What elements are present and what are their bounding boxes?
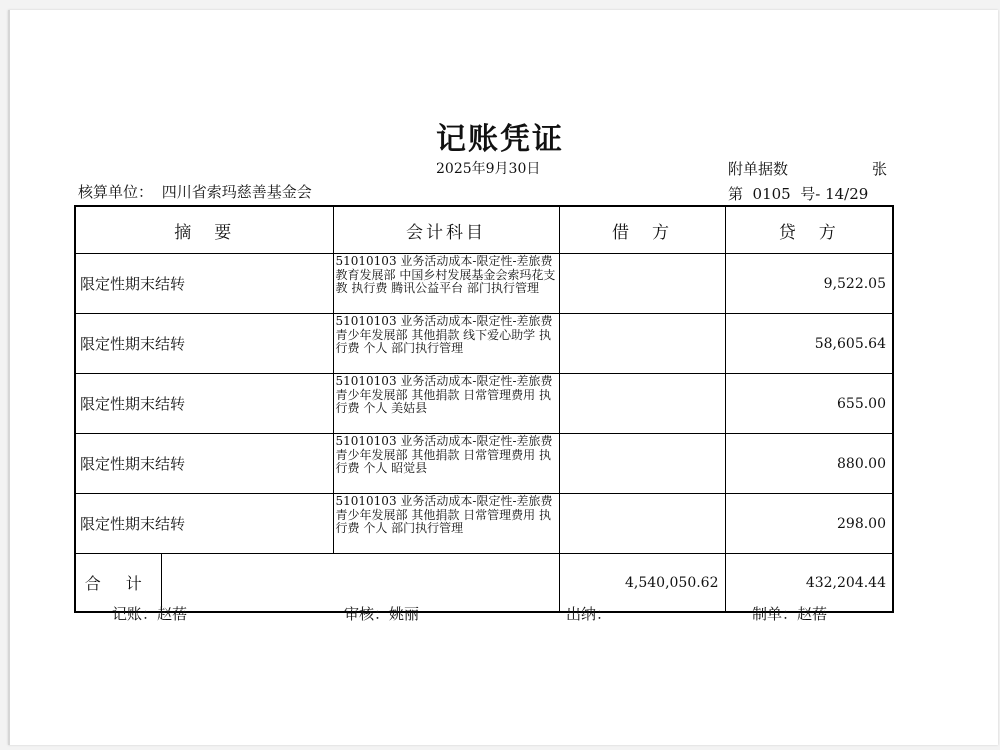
header-credit: 贷 方 (725, 206, 893, 254)
total-credit: 432,204.44 (725, 554, 893, 613)
row-credit: 9,522.05 (725, 254, 893, 314)
row-debit (559, 434, 725, 494)
row-summary: 限定性期末结转 (75, 494, 333, 554)
voucher-table (74, 205, 894, 613)
table-row (75, 314, 893, 374)
row-credit: 298.00 (725, 494, 893, 554)
accounting-unit-name: 四川省索玛慈善基金会 (161, 183, 312, 201)
table-row (75, 254, 893, 314)
accounting-unit-label: 核算单位： (78, 183, 154, 201)
row-account: 51010103 业务活动成本-限定性-差旅费 青少年发展部 其他捐款 日常管理费用 执行费 个人 美姑县 (333, 374, 559, 434)
row-account: 51010103 业务活动成本-限定性-差旅费 青少年发展部 其他捐款 日常管理费用 执行费 个人 昭觉县 (333, 434, 559, 494)
footer-reviewer: 审核：姚丽 (344, 605, 420, 623)
row-credit: 880.00 (725, 434, 893, 494)
row-summary: 限定性期末结转 (75, 434, 333, 494)
table-header-row (75, 206, 893, 254)
table-row (75, 374, 893, 434)
voucher-number: 第 0105 号- 14/29 (728, 185, 869, 203)
row-debit (559, 494, 725, 554)
row-summary: 限定性期末结转 (75, 374, 333, 434)
row-credit: 58,605.64 (725, 314, 893, 374)
footer-cashier: 出纳： (566, 605, 612, 623)
header-summary: 摘 要 (75, 206, 333, 254)
accounting-unit (78, 181, 312, 202)
row-account: 51010103 业务活动成本-限定性-差旅费 教育发展部 中国乡村发展基金会索玛花支教 执行费 腾讯公益平台 部门执行管理 (333, 254, 559, 314)
total-debit: 4,540,050.62 (559, 554, 725, 613)
row-debit (559, 254, 725, 314)
attachments-unit: 张 (872, 160, 888, 178)
row-account: 51010103 业务活动成本-限定性-差旅费 青少年发展部 其他捐款 日常管理费用 执行费 个人 部门执行管理 (333, 494, 559, 554)
header-account: 会计科目 (333, 206, 559, 254)
row-credit: 655.00 (725, 374, 893, 434)
total-label: 合 计 (75, 554, 161, 613)
footer-bookkeeper: 记账：赵蓓 (112, 605, 188, 623)
attachments-label: 附单据数 (728, 160, 789, 178)
voucher-date: 2025年9月30日 (436, 161, 541, 177)
row-debit (559, 314, 725, 374)
row-summary: 限定性期末结转 (75, 314, 333, 374)
row-account: 51010103 业务活动成本-限定性-差旅费 青少年发展部 其他捐款 线下爱心助学 执行费 个人 部门执行管理 (333, 314, 559, 374)
header-debit: 借 方 (559, 206, 725, 254)
footer-preparer: 制单：赵蓓 (752, 605, 828, 623)
row-debit (559, 374, 725, 434)
page-title: 记账凭证 (436, 122, 564, 157)
table-row (75, 494, 893, 554)
table-row (75, 434, 893, 494)
row-summary: 限定性期末结转 (75, 254, 333, 314)
